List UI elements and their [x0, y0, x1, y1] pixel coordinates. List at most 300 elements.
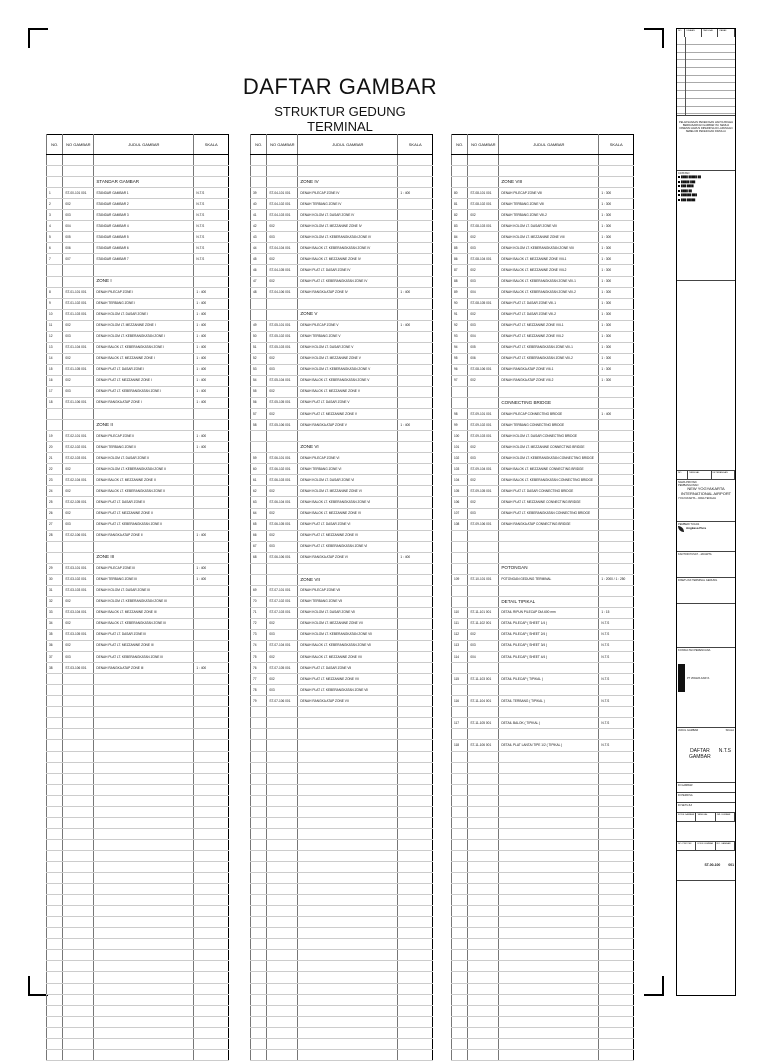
table-cell: N.T.S — [194, 199, 229, 210]
empty-row — [251, 1005, 433, 1016]
table-cell — [599, 420, 634, 431]
table-cell: STANDAR GAMBAR 3 — [94, 210, 194, 221]
table-cell: 89 — [452, 287, 468, 298]
table-cell: 003 — [267, 232, 298, 243]
table-cell — [599, 464, 634, 475]
empty-row — [47, 873, 229, 884]
table-row — [47, 519, 229, 530]
table-cell: DENAH TERBANG ZONE II — [94, 442, 194, 453]
empty-row — [47, 983, 229, 994]
table-cell — [47, 420, 63, 431]
table-row — [452, 674, 634, 685]
consultant-logo-icon — [678, 664, 685, 692]
table-row — [47, 475, 229, 486]
table-cell: ST-06-106 001 — [267, 552, 298, 563]
table-cell — [452, 541, 468, 552]
table-cell: 108 — [452, 519, 468, 530]
table-cell: DENAH PLAT LT. KEBERANGKATAN ZONE III — [94, 652, 194, 663]
empty-row — [47, 862, 229, 873]
table-cell: DETAIL PILECAP ( SHEET 1/4 ) — [499, 618, 599, 629]
table-cell — [499, 585, 599, 596]
table-row — [452, 353, 634, 364]
table-cell: DENAH KOLOM LT. MEZZANINE ZONE IV — [298, 221, 398, 232]
client-logo: Angkasa Pura — [678, 526, 734, 532]
table-cell: DENAH RANGKA ATAP ZONE III — [94, 663, 194, 674]
table-cell: 1 : 400 — [194, 574, 229, 585]
empty-row — [47, 707, 229, 718]
crop-mark-bottom-right — [644, 976, 664, 996]
table-cell — [194, 652, 229, 663]
table-cell: 002 — [468, 630, 499, 641]
table-cell — [398, 486, 433, 497]
table-cell: ST-05-103 001 — [267, 342, 298, 353]
empty-row — [251, 729, 433, 740]
empty-row — [251, 817, 433, 828]
table-cell: 104 — [452, 475, 468, 486]
empty-row — [452, 895, 634, 906]
table-cell: 99 — [452, 420, 468, 431]
table-cell: DENAH KOLOM LT. DASAR ZONE III — [94, 585, 194, 596]
empty-row — [251, 1016, 433, 1027]
table-cell: STANDAR GAMBAR — [94, 177, 194, 188]
table-cell: 002 — [468, 309, 499, 320]
table-cell — [94, 166, 194, 177]
table-cell: 1 : 400 — [194, 530, 229, 541]
empty-row — [251, 806, 433, 817]
table-cell: 1 : 300 — [599, 309, 634, 320]
table-cell: DENAH PLAT LT. MEZZANINE ZONE II — [94, 508, 194, 519]
table-cell: 004 — [63, 221, 94, 232]
table-cell — [194, 552, 229, 563]
table-cell: ST-09-105 001 — [468, 486, 499, 497]
table-cell: 002 — [63, 320, 94, 331]
table-cell — [63, 166, 94, 177]
table-cell: 39 — [251, 188, 267, 199]
table-cell: ST-07-101 001 — [267, 585, 298, 596]
table-cell: DENAH PLAT LT. MEZZANINE ZONE VIII-1 — [499, 320, 599, 331]
table-row — [452, 718, 634, 729]
table-cell: 85 — [452, 243, 468, 254]
table-cell: 002 — [63, 618, 94, 629]
table-cell — [599, 475, 634, 486]
table-cell — [63, 420, 94, 431]
table-cell: 1 : 400 — [398, 188, 433, 199]
empty-row — [47, 806, 229, 817]
table-cell — [599, 177, 634, 188]
empty-row — [47, 850, 229, 861]
table-cell: 002 — [468, 442, 499, 453]
table-cell: 002 — [468, 497, 499, 508]
table-cell — [47, 409, 63, 420]
table-cell — [194, 166, 229, 177]
table-cell — [468, 530, 499, 541]
table-cell: 1 : 400 — [398, 320, 433, 331]
table-cell: 86 — [452, 254, 468, 265]
table-cell: ST-04-106 001 — [267, 287, 298, 298]
table-cell: ST-01-105 001 — [63, 364, 94, 375]
table-cell: 004 — [468, 331, 499, 342]
table-row — [452, 276, 634, 287]
table-cell: 1 : 400 — [398, 552, 433, 563]
table-cell: 16 — [47, 375, 63, 386]
table-cell — [499, 729, 599, 740]
table-cell: 1 : 300 — [599, 254, 634, 265]
table-cell — [398, 254, 433, 265]
table-cell — [599, 166, 634, 177]
table-cell — [452, 563, 468, 574]
consultant-block: KONSULTAN PERENCANA PT VIRAMA KARYA — [677, 648, 735, 728]
table-cell: DENAH PILECAP ZONE IV — [298, 188, 398, 199]
table-cell: 1 : 300 — [599, 265, 634, 276]
table-row — [452, 199, 634, 210]
table-row — [47, 409, 229, 420]
legend-item: ███ █████ — [678, 199, 734, 203]
table-cell: ST-08-102 001 — [468, 199, 499, 210]
table-cell — [398, 243, 433, 254]
column-header: SKALA — [599, 135, 634, 155]
crop-mark-top-right — [644, 28, 664, 48]
table-cell: 1 : 300 — [599, 375, 634, 386]
sheet-block: DISETUJUI TERMINAL GEDUNG — [677, 578, 735, 604]
table-row — [47, 342, 229, 353]
table-cell: 67 — [251, 541, 267, 552]
table-cell — [599, 508, 634, 519]
table-row — [251, 585, 433, 596]
table-cell — [251, 155, 267, 166]
table-cell: 002 — [267, 276, 298, 287]
table-cell: ST-04-101 001 — [267, 188, 298, 199]
table-cell: DENAH KOLOM LT. MEZZANINE ZONE I — [94, 320, 194, 331]
legend-block — [677, 171, 735, 281]
empty-row — [47, 817, 229, 828]
empty-row — [251, 1049, 433, 1060]
table-cell: 74 — [251, 641, 267, 652]
project-name: NEW YOGYAKARTA INTERNATIONAL AIRPORT — [680, 486, 732, 497]
table-cell: DENAH BALOK LT. MEZZANINE ZONE VIII-2 — [499, 265, 599, 276]
table-cell: 1 : 400 — [194, 398, 229, 409]
table-cell: 107 — [452, 508, 468, 519]
table-cell: 43 — [251, 232, 267, 243]
table-cell: DENAH BALOK LT. MEZZANINE ZONE IV — [298, 254, 398, 265]
table-cell: 84 — [452, 232, 468, 243]
table-cell: ST-04-103 001 — [267, 210, 298, 221]
table-cell: 112 — [452, 630, 468, 641]
table-row — [452, 585, 634, 596]
drawing-list-table-a — [46, 134, 229, 1061]
table-cell — [47, 541, 63, 552]
table-cell: 2 — [47, 199, 63, 210]
empty-row — [47, 839, 229, 850]
table-row — [452, 331, 634, 342]
table-row — [452, 364, 634, 375]
empty-row — [251, 751, 433, 762]
table-cell — [599, 729, 634, 740]
table-cell: DENAH KOLOM LT. MEZZANINE CONNECTING BRIDGE — [499, 442, 599, 453]
table-row — [251, 641, 433, 652]
table-cell: 005 — [63, 232, 94, 243]
empty-row — [47, 1027, 229, 1038]
table-cell — [398, 177, 433, 188]
table-cell — [452, 398, 468, 409]
table-row — [47, 652, 229, 663]
table-cell: 1 : 400 — [599, 409, 634, 420]
table-cell: 9 — [47, 298, 63, 309]
table-cell — [298, 431, 398, 442]
table-cell: N.T.S — [194, 210, 229, 221]
table-cell: 002 — [267, 674, 298, 685]
table-cell — [63, 541, 94, 552]
table-row — [251, 287, 433, 298]
table-cell: DENAH KOLOM LT. DASAR ZONE IV — [298, 210, 398, 221]
column-header: JUDUL GAMBAR — [94, 135, 194, 155]
table-row — [47, 497, 229, 508]
table-cell: DENAH BALOK LT. KEBERANGKATAN ZONE V — [298, 375, 398, 386]
table-cell: ST-03-101 001 — [63, 563, 94, 574]
table-cell — [194, 177, 229, 188]
table-row — [251, 552, 433, 563]
table-cell: 91 — [452, 309, 468, 320]
table-row — [452, 221, 634, 232]
table-cell: 1 : 400 — [194, 298, 229, 309]
table-cell — [398, 530, 433, 541]
table-cell: ST-01-104 001 — [63, 342, 94, 353]
empty-row — [47, 950, 229, 961]
table-cell — [468, 729, 499, 740]
legend-item: ███ ████ — [678, 185, 734, 189]
table-row — [47, 364, 229, 375]
table-cell — [499, 707, 599, 718]
table-cell: DENAH PILECAP ZONE VIII — [499, 188, 599, 199]
table-cell — [398, 508, 433, 519]
table-cell: 118 — [452, 740, 468, 751]
table-cell: DENAH KOLOM LT. KEBERANGKATAN ZONE II — [94, 464, 194, 475]
table-cell: ST-07-105 001 — [267, 663, 298, 674]
table-cell — [468, 552, 499, 563]
empty-row — [251, 839, 433, 850]
table-row — [452, 265, 634, 276]
table-cell — [194, 585, 229, 596]
table-cell — [398, 409, 433, 420]
empty-row — [47, 751, 229, 762]
table-row — [47, 331, 229, 342]
table-cell: 32 — [47, 596, 63, 607]
table-cell: DENAH RANGKA ATAP ZONE IV — [298, 287, 398, 298]
table-cell: ST-09-104 001 — [468, 464, 499, 475]
table-cell: DENAH KOLOM LT. KEBERANGKATAN ZONE V — [298, 364, 398, 375]
table-cell: 21 — [47, 453, 63, 464]
table-cell: DETAIL PILECAP ( SHEET 4/4 ) — [499, 652, 599, 663]
empty-row — [47, 696, 229, 707]
table-cell: ST-09-101 001 — [468, 409, 499, 420]
empty-row — [47, 674, 229, 685]
table-cell: DENAH PLAT LT. KEBERANGKATAN ZONE IV — [298, 276, 398, 287]
table-cell: ST-06-101 001 — [267, 453, 298, 464]
table-cell: 1 : 2000 / 1 : 250 — [599, 574, 634, 585]
table-cell: 47 — [251, 276, 267, 287]
table-cell: DENAH BALOK LT. MEZZANINE ZONE VIII-1 — [499, 254, 599, 265]
table-row — [47, 232, 229, 243]
table-cell: DENAH PLAT LT. DASAR ZONE VIII-2 — [499, 309, 599, 320]
table-cell: 27 — [47, 519, 63, 530]
table-cell: ST-04-105 001 — [267, 265, 298, 276]
table-cell: 1 : 300 — [599, 320, 634, 331]
address-block: KANTOR PUSAT - JAKARTA — [677, 552, 735, 578]
table-row — [251, 486, 433, 497]
table-cell — [398, 221, 433, 232]
table-cell: 95 — [452, 353, 468, 364]
table-cell: 40 — [251, 199, 267, 210]
table-cell — [398, 342, 433, 353]
table-row — [47, 541, 229, 552]
table-cell: 002 — [63, 464, 94, 475]
table-cell: 12 — [47, 331, 63, 342]
empty-row — [47, 718, 229, 729]
column-header: SKALA — [194, 135, 229, 155]
table-cell: 14 — [47, 353, 63, 364]
table-cell: 28 — [47, 530, 63, 541]
table-cell: 93 — [452, 331, 468, 342]
empty-row — [452, 817, 634, 828]
table-cell: 26 — [47, 508, 63, 519]
table-cell: 1 : 300 — [599, 188, 634, 199]
table-cell — [251, 166, 267, 177]
empty-row — [452, 1049, 634, 1060]
table-row — [452, 320, 634, 331]
table-row — [452, 177, 634, 188]
table-cell: N.T.S — [599, 718, 634, 729]
table-cell: ST-02-102 001 — [63, 442, 94, 453]
legend-item: █████ ███ — [678, 181, 734, 185]
legend-item: ████ █████ ██ — [678, 176, 734, 180]
table-cell: 55 — [251, 386, 267, 397]
column-header: NO GAMBAR — [468, 135, 499, 155]
table-cell: DENAH BALOK LT. KEBERANGKATAN ZONE II — [94, 486, 194, 497]
table-cell: DENAH KOLOM LT. MEZZANINE ZONE V — [298, 353, 398, 364]
table-cell — [194, 475, 229, 486]
legend-item: ████ ██ — [678, 190, 734, 194]
table-cell — [267, 177, 298, 188]
table-cell: DENAH BALOK LT. MEZZANINE ZONE VII — [298, 652, 398, 663]
table-row — [452, 596, 634, 607]
table-cell: 003 — [63, 210, 94, 221]
table-cell: ST-08-101 001 — [468, 188, 499, 199]
table-cell — [499, 386, 599, 397]
empty-row — [47, 828, 229, 839]
table-row — [251, 464, 433, 475]
table-cell — [599, 386, 634, 397]
table-row — [452, 486, 634, 497]
table-cell — [452, 685, 468, 696]
empty-row — [251, 773, 433, 784]
table-row — [251, 309, 433, 320]
table-cell: 57 — [251, 409, 267, 420]
table-cell: 7 — [47, 254, 63, 265]
table-cell: 80 — [452, 188, 468, 199]
table-row — [452, 519, 634, 530]
table-cell: DENAH BALOK LT. KEBERANGKATAN ZONE IV — [298, 243, 398, 254]
table-cell: N.T.S — [599, 740, 634, 751]
table-cell: 1 : 400 — [194, 287, 229, 298]
table-cell: DENAH PLAT LT. DASAR ZONE III — [94, 630, 194, 641]
legend-item: ██████ ███ — [678, 194, 734, 198]
table-cell: 1 — [47, 188, 63, 199]
table-cell — [94, 265, 194, 276]
table-cell — [194, 155, 229, 166]
table-cell: N.T.S — [599, 641, 634, 652]
table-cell: 49 — [251, 320, 267, 331]
table-row — [47, 585, 229, 596]
column-header: NO. — [452, 135, 468, 155]
table-cell: 60 — [251, 464, 267, 475]
table-cell — [468, 155, 499, 166]
approval-block — [677, 604, 735, 648]
table-cell: 117 — [452, 718, 468, 729]
table-cell: DENAH KOLOM LT. DASAR ZONE VI — [298, 475, 398, 486]
table-row — [47, 552, 229, 563]
table-row — [47, 199, 229, 210]
table-cell: DENAH PLAT LT. DASAR CONNECTING BRIDGE — [499, 486, 599, 497]
empty-row — [251, 917, 433, 928]
empty-row — [452, 862, 634, 873]
table-cell: ST-03-105 001 — [63, 630, 94, 641]
table-cell: 94 — [452, 342, 468, 353]
table-cell: 1 : 15 — [599, 607, 634, 618]
table-row — [452, 497, 634, 508]
table-row — [251, 342, 433, 353]
table-cell: DENAH PLAT LT. DASAR ZONE VIII-1 — [499, 298, 599, 309]
table-cell: 1 : 400 — [194, 364, 229, 375]
table-cell: DENAH RANGKA ATAP ZONE VI — [298, 552, 398, 563]
table-cell: 006 — [468, 353, 499, 364]
table-cell: DENAH PILECAP ZONE VI — [298, 453, 398, 464]
table-cell: 22 — [47, 464, 63, 475]
table-cell — [94, 155, 194, 166]
table-cell: 100 — [452, 431, 468, 442]
table-row — [452, 309, 634, 320]
empty-row — [452, 917, 634, 928]
table-cell: DETAIL RIPUN PILECAP DIA 600 mm — [499, 607, 599, 618]
table-row — [251, 630, 433, 641]
table-cell: 41 — [251, 210, 267, 221]
table-cell: DENAH BALOK LT. MEZZANINE ZONE VI — [298, 508, 398, 519]
table-cell: ST-11-105 001 — [468, 718, 499, 729]
table-cell: ST-02-101 001 — [63, 431, 94, 442]
table-cell: 1 : 400 — [194, 353, 229, 364]
table-row — [251, 519, 433, 530]
table-cell: 002 — [468, 475, 499, 486]
table-cell: 68 — [251, 552, 267, 563]
table-row — [452, 375, 634, 386]
table-cell: DENAH TERBANG ZONE VI — [298, 464, 398, 475]
table-cell — [47, 276, 63, 287]
table-cell: 002 — [468, 265, 499, 276]
table-cell: DENAH BALOK LT. MEZZANINE ZONE I — [94, 353, 194, 364]
table-cell: 10 — [47, 309, 63, 320]
table-row — [452, 652, 634, 663]
table-cell: 1 : 400 — [194, 442, 229, 453]
table-cell: 35 — [47, 630, 63, 641]
drawing-title: DAFTAR GAMBAR — [689, 748, 711, 761]
table-cell: 1 : 400 — [194, 342, 229, 353]
table-cell: ZONE II — [94, 420, 194, 431]
table-cell: DENAH KOLOM LT. DASAR CONNECTING BRIDGE — [499, 431, 599, 442]
table-cell: 004 — [468, 652, 499, 663]
table-cell: N.T.S — [599, 630, 634, 641]
empty-row — [47, 784, 229, 795]
empty-row — [251, 718, 433, 729]
table-cell: DENAH KOLOM LT. DASAR ZONE II — [94, 453, 194, 464]
empty-row — [47, 994, 229, 1005]
